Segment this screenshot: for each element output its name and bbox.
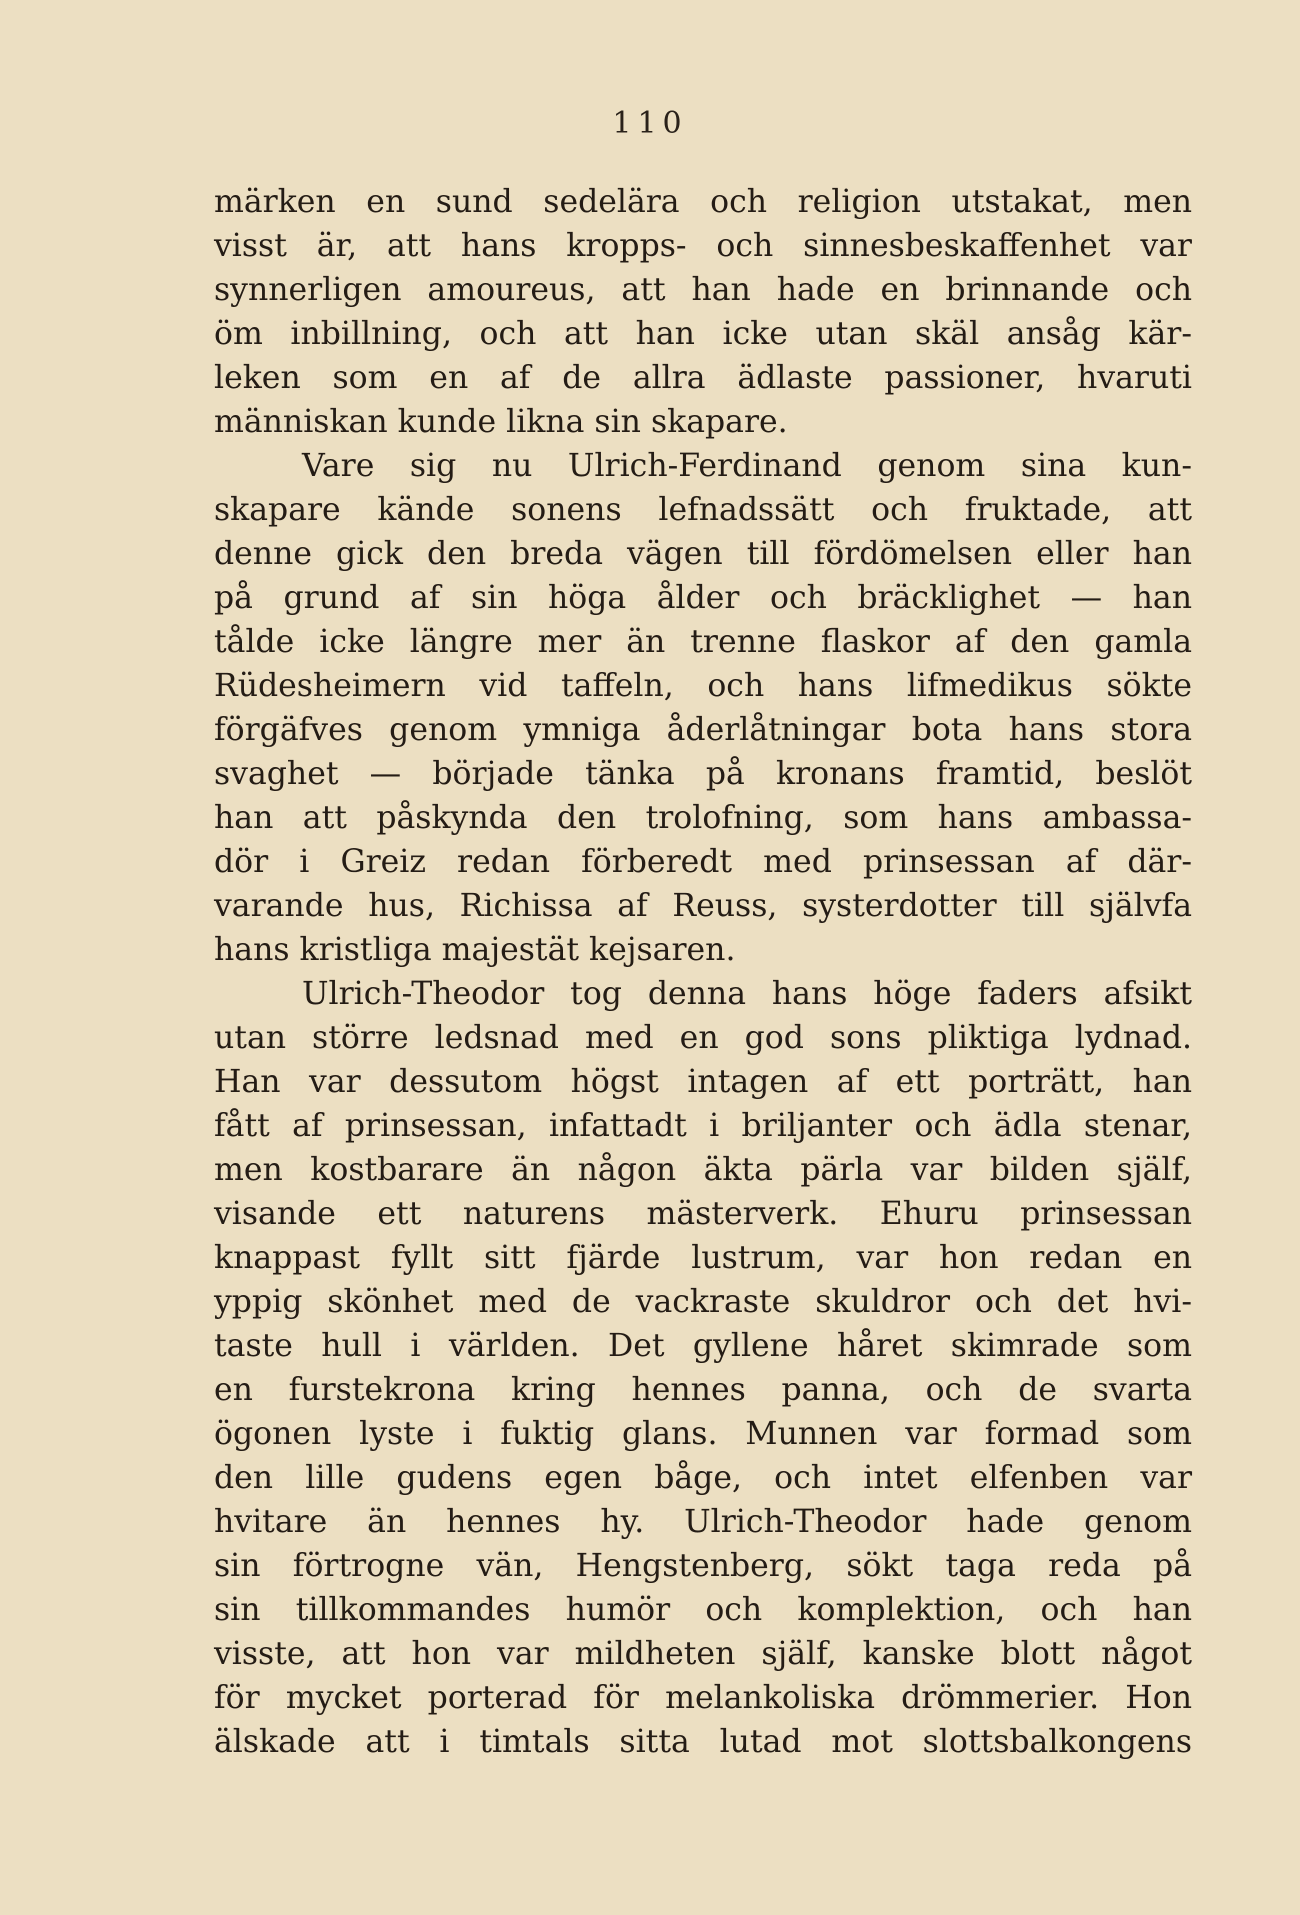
text-line: visande ett naturens mästerverk. Ehuru prinsessan xyxy=(214,1196,1192,1232)
text-line: denne gick den breda vägen till fördömelsen eller han xyxy=(214,536,1192,572)
text-line: visste, att hon var mildheten själf, kanske blott något xyxy=(214,1636,1192,1672)
text-line: älskade att i timtals sitta lutad mot slottsbalkongens xyxy=(214,1724,1192,1760)
text-line: men kostbarare än någon äkta pärla var bilden själf, xyxy=(214,1152,1192,1188)
text-line: märken en sund sedelära och religion utstakat, men xyxy=(214,184,1192,220)
text-line: svaghet — började tänka på kronans framtid, beslöt xyxy=(214,756,1192,792)
page-number: 110 xyxy=(612,106,688,141)
text-line: knappast fyllt sitt fjärde lustrum, var hon redan en xyxy=(214,1240,1192,1276)
text-line: människan kunde likna sin skapare. xyxy=(214,404,788,440)
text-line: fått af prinsessan, infattadt i briljanter och ädla stenar, xyxy=(214,1108,1192,1144)
text-line: förgäfves genom ymniga åderlåtningar bota hans stora xyxy=(214,712,1192,748)
text-line: leken som en af de allra ädlaste passioner, hvaruti xyxy=(214,360,1192,396)
text-line: han att påskynda den trolofning, som hans ambassa- xyxy=(214,800,1192,836)
body-text xyxy=(214,180,1192,1764)
text-line: en furstekrona kring hennes panna, och de svarta xyxy=(214,1372,1192,1408)
text-line: Rüdesheimern vid taffeln, och hans lifmedikus sökte xyxy=(214,668,1192,704)
text-line: Ulrich-Theodor tog denna hans höge faders afsikt xyxy=(302,976,1192,1012)
text-line: taste hull i världen. Det gyllene håret skimrade som xyxy=(214,1328,1192,1364)
text-line: sin förtrogne vän, Hengstenberg, sökt taga reda på xyxy=(214,1548,1192,1584)
text-line: varande hus, Richissa af Reuss, systerdotter till självfa xyxy=(214,888,1192,924)
text-line: sin tillkommandes humör och komplektion, och han xyxy=(214,1592,1192,1628)
text-line: hans kristliga majestät kejsaren. xyxy=(214,932,736,968)
text-line: yppig skönhet med de vackraste skuldror och det hvi- xyxy=(214,1284,1192,1320)
text-line: öm inbillning, och att han icke utan skäl ansåg kär- xyxy=(214,316,1192,352)
text-line: dör i Greiz redan förberedt med prinsessan af där- xyxy=(214,844,1192,880)
text-line: Han var dessutom högst intagen af ett porträtt, han xyxy=(214,1064,1192,1100)
text-line: för mycket porterad för melankoliska drömmerier. Hon xyxy=(214,1680,1192,1716)
text-line: den lille gudens egen båge, och intet elfenben var xyxy=(214,1460,1192,1496)
text-line: ögonen lyste i fuktig glans. Munnen var formad som xyxy=(214,1416,1192,1452)
text-line: visst är, att hans kropps- och sinnesbeskaffenhet var xyxy=(214,228,1192,264)
text-line: synnerligen amoureus, att han hade en brinnande och xyxy=(214,272,1192,308)
text-line: på grund af sin höga ålder och bräcklighet — han xyxy=(214,580,1192,616)
text-line: hvitare än hennes hy. Ulrich-Theodor hade genom xyxy=(214,1504,1192,1540)
text-line: tålde icke längre mer än trenne flaskor af den gamla xyxy=(214,624,1192,660)
text-line: utan större ledsnad med en god sons pliktiga lydnad. xyxy=(214,1020,1192,1056)
text-line: skapare kände sonens lefnadssätt och fruktade, att xyxy=(214,492,1192,528)
text-line: Vare sig nu Ulrich-Ferdinand genom sina kun- xyxy=(302,448,1192,484)
